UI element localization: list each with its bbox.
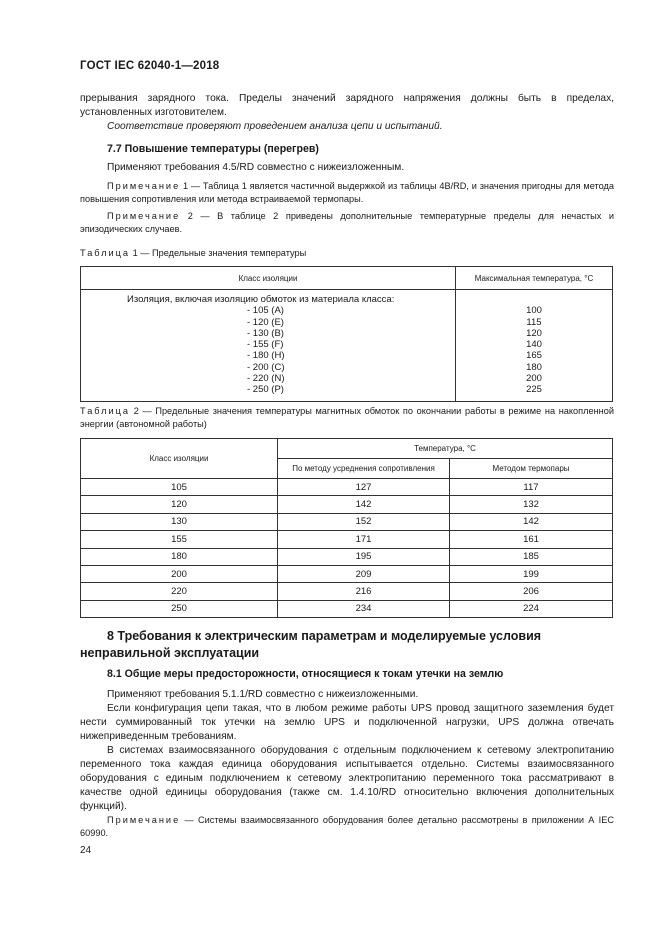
table-cell: 224 — [450, 600, 613, 617]
table-cell: 250 — [81, 600, 278, 617]
table-cell: 130 — [81, 513, 278, 530]
table-cell: 216 — [278, 583, 450, 600]
table-cell: 180 — [81, 548, 278, 565]
note-2 — [80, 210, 614, 236]
table-2-col-resistance-method: По методу усреднения сопротивления — [278, 459, 450, 479]
table-1-caption-label: Таблица — [80, 248, 131, 258]
paragraph-compliance: Соответствие проверяют проведением анализа цепи и испытаний. — [107, 121, 443, 132]
temp-value: 180 — [526, 361, 542, 373]
table-cell: 155 — [81, 531, 278, 548]
table-cell: 161 — [450, 531, 613, 548]
table-cell: 152 — [278, 513, 450, 530]
class-item: - 155 (F) — [247, 339, 284, 351]
paragraph-charging: прерывания зарядного тока. Пределы значений зарядного напряжения должны быть в пределах, установленных изготовителем. — [80, 93, 614, 118]
table-cell: 199 — [450, 565, 613, 582]
table-row — [81, 600, 613, 617]
table-row — [81, 531, 613, 548]
class-item: - 180 (H) — [247, 350, 285, 362]
table-row — [81, 496, 613, 513]
table-cell: 105 — [81, 479, 278, 496]
temp-value: 200 — [526, 373, 542, 385]
table-1-lead-text: Изоляция, включая изоляцию обмоток из материала класса: — [127, 294, 395, 305]
table-2-header-row — [81, 439, 613, 459]
table-2-col-thermocouple-method: Методом термопары — [450, 459, 613, 479]
table-2 — [80, 438, 613, 618]
note-2-label: Примечание — [107, 211, 181, 221]
page-number: 24 — [80, 845, 92, 856]
temp-value: 120 — [526, 327, 542, 339]
table-1 — [80, 266, 613, 402]
table-cell: 209 — [278, 565, 450, 582]
paragraph-ground-leakage: Если конфигурация цепи такая, что в любом режиме работы UPS провод защитного заземления будет нести суммированный ток утечки на землю UPS и подключенной нагрузки, UPS должна отвечать нижеприведенным требованиям. — [80, 703, 614, 742]
document-header: ГОСТ IEC 62040-1—2018 — [80, 60, 220, 72]
note-1-text: 1 — Таблица 1 является частичной выдержкой из таблицы 4В/RD, и значения пригодны для метода повышения сопротивления или метода встраиваемой термопары. — [80, 181, 614, 204]
table-1-col-class: Класс изоляции — [81, 267, 456, 290]
class-item: - 130 (B) — [247, 327, 284, 339]
table-row — [81, 565, 613, 582]
table-2-col-temperature: Температура, °С — [278, 439, 613, 459]
table-cell: 142 — [450, 513, 613, 530]
table-cell: 206 — [450, 583, 613, 600]
class-item: - 105 (A) — [247, 305, 284, 317]
note-1-label: Примечание — [107, 181, 181, 191]
table-cell: 120 — [81, 496, 278, 513]
table-cell: 200 — [81, 565, 278, 582]
table-1-caption-text: 1 — Предельные значения температуры — [130, 248, 307, 258]
table-row — [81, 479, 613, 496]
temp-value: 225 — [526, 384, 542, 396]
table-2-col-class: Класс изоляции — [81, 439, 278, 479]
note-section-8-text: — Системы взаимосвязанного оборудования более детально рассмотрены в приложении А IEC 60990. — [80, 815, 614, 838]
table-cell: 142 — [278, 496, 450, 513]
note-1 — [80, 180, 614, 206]
table-1-header-row — [81, 267, 613, 290]
table-cell: 234 — [278, 600, 450, 617]
temp-value: 100 — [526, 305, 542, 317]
heading-8-1: 8.1 Общие меры предосторожности, относящиеся к токам утечки на землю — [107, 668, 504, 680]
table-cell: 117 — [450, 479, 613, 496]
class-item: - 250 (P) — [247, 384, 284, 396]
table-row — [81, 548, 613, 565]
table-1-body-row — [81, 290, 613, 402]
temp-value: 165 — [526, 350, 542, 362]
heading-section-8: 8 Требования к электрическим параметрам и моделируемые условия неправильной эксплуатации — [80, 629, 542, 660]
table-row — [81, 513, 613, 530]
class-item: - 120 (E) — [247, 316, 284, 328]
table-cell: 171 — [278, 531, 450, 548]
paragraph-requirements-5-1-1: Применяют требования 5.1.1/RD совместно с нижеизложенными. — [107, 689, 419, 700]
table-row — [81, 583, 613, 600]
paragraph-interconnected-systems: В системах взаимосвязанного оборудования с отдельным подключением к сетевому электропитанию переменного тока каждая единица оборудования испытывается отдельно. Системы взаимосвязанного оборудования с единым подключением к сетевому электропитанию переменного тока рассматривают в качестве одной единицы оборудования (также см. 1.4.10/RD относительно включения дополнительных функций). — [80, 745, 614, 812]
class-item: - 200 (C) — [247, 361, 285, 373]
table-1-class-list — [81, 305, 455, 395]
note-section-8-label: Примечание — [107, 815, 181, 825]
heading-7-7: 7.7 Повышение температуры (перегрев) — [107, 143, 319, 155]
table-2-caption — [80, 405, 614, 431]
note-2-text: 2 — В таблице 2 приведены дополнительные температурные пределы для нечастых и эпизодических случаев. — [80, 211, 614, 234]
table-1-col-max-temp: Максимальная температура, °С — [456, 267, 613, 290]
table-cell: 132 — [450, 496, 613, 513]
table-2-caption-text: 2 — Предельные значения температуры магнитных обмоток по окончании работы в режиме на накопленной энергии (автономной работы) — [80, 406, 614, 429]
table-cell: 195 — [278, 548, 450, 565]
table-1-temp-cell — [456, 290, 613, 402]
table-2-caption-label: Таблица — [80, 406, 131, 416]
note-section-8 — [80, 814, 614, 840]
table-1-class-cell — [81, 290, 456, 402]
class-item: - 220 (N) — [247, 373, 285, 385]
temp-value: 115 — [526, 316, 542, 328]
table-1-caption — [80, 247, 614, 260]
table-cell: 127 — [278, 479, 450, 496]
temp-value: 140 — [526, 339, 542, 351]
table-cell: 220 — [81, 583, 278, 600]
table-cell: 185 — [450, 548, 613, 565]
paragraph-requirements-4-5: Применяют требования 4.5/RD совместно с нижеизложенным. — [107, 162, 405, 173]
